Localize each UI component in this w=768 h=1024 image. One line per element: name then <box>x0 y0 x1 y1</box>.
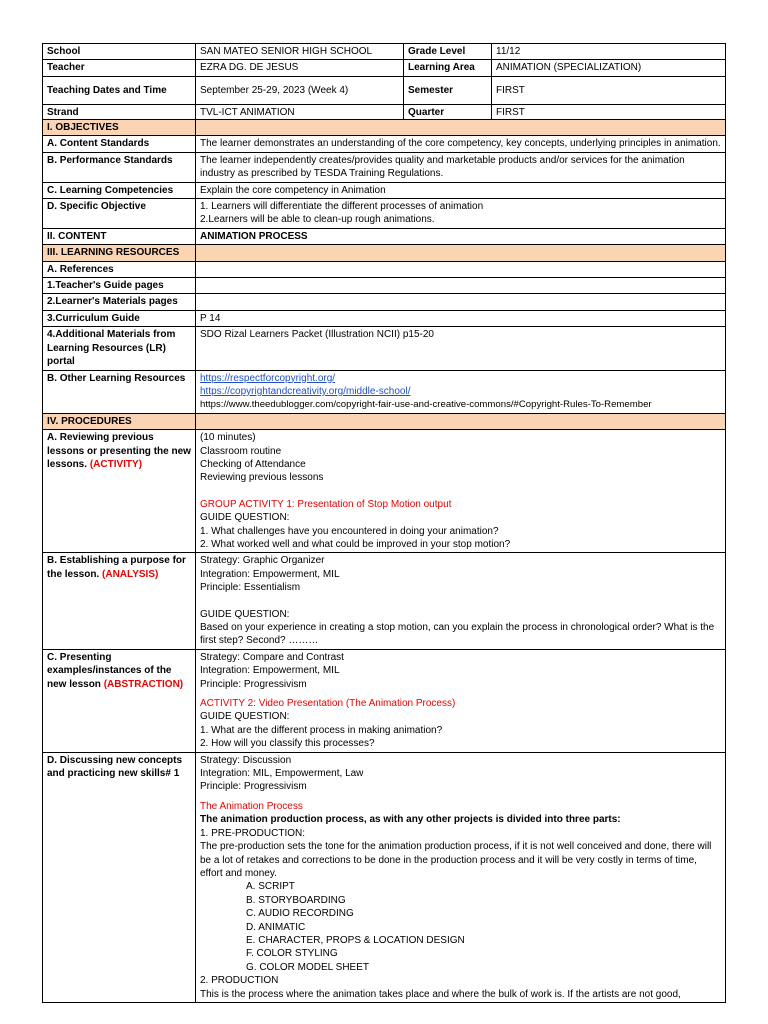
specific-objective-label: D. Specific Objective <box>43 199 196 229</box>
teacher-label: Teacher <box>43 60 196 76</box>
header-table <box>42 43 726 121</box>
procedure-c-label: C. Presenting examples/instances of the new lesson (ABSTRACTION) <box>43 649 196 752</box>
strand-label: Strand <box>43 104 196 120</box>
learning-area-value: ANIMATION (SPECIALIZATION) <box>492 60 726 76</box>
animation-process-heading: The Animation Process <box>200 800 303 812</box>
content-value: ANIMATION PROCESS <box>196 228 726 244</box>
quarter-value: FIRST <box>492 104 726 120</box>
curriculum-guide-label: 3.Curriculum Guide <box>43 310 196 326</box>
semester-label: Semester <box>404 76 492 104</box>
teachers-guide-label: 1.Teacher's Guide pages <box>43 278 196 294</box>
teacher-value: EZRA DG. DE JESUS <box>196 60 404 76</box>
quarter-label: Quarter <box>404 104 492 120</box>
lesson-body-table <box>42 119 726 1003</box>
content-label: II. CONTENT <box>43 228 196 244</box>
activity-2: ACTIVITY 2: Video Presentation (The Animation Process) <box>200 698 456 710</box>
other-resources-links <box>196 370 726 413</box>
school-value: SAN MATEO SENIOR HIGH SCHOOL <box>196 44 404 60</box>
procedure-d-content: Strategy: Discussion Integration: MIL, Empowerment, Law Principle: Progressivism The Animation Process The animation production process, as with any other projects is divided into three parts: 1. PRE-PRODUCTION: The pre-production sets the tone for the animation production process, if it is not well conceived and done, there will be a lot of retakes and corrections to be done in the production process and it will be very costly in terms of time, effort and money. A. SCRIPT B. STORYBOARDING C. AUDIO RECORDING D. ANIMATIC E. CHARACTER, PROPS & LOCATION DESIGN F. COLOR STYLING G. COLOR MODEL SHEET 2. PRODUCTION This is the process where the animation takes place and where the bulk of work is. If the artists are not good, <box>196 752 726 1002</box>
performance-standards-label: B. Performance Standards <box>43 152 196 182</box>
specific-objective-1: 1. Learners will differentiate the different processes of animation <box>200 201 484 213</box>
abstraction-tag: (ABSTRACTION) <box>103 678 184 690</box>
other-resources-label: B. Other Learning Resources <box>43 370 196 413</box>
specific-objective-2: 2.Learners will be able to clean-up rough animations. <box>200 214 435 226</box>
procedure-a-label: A. Reviewing previous lessons or presenting the new lessons. (ACTIVITY) <box>43 430 196 553</box>
additional-materials-value: SDO Rizal Learners Packet (Illustration NCII) p15-20 <box>196 327 726 370</box>
teaching-dates-label: Teaching Dates and Time <box>43 76 196 104</box>
specific-objective-value <box>196 199 726 229</box>
activity-tag: (ACTIVITY) <box>89 458 143 470</box>
procedure-b-label: B. Establishing a purpose for the lesson. (ANALYSIS) <box>43 553 196 649</box>
semester-value: FIRST <box>492 76 726 104</box>
curriculum-guide-value: P 14 <box>196 310 726 326</box>
learning-area-label: Learning Area <box>404 60 492 76</box>
content-standards-label: A. Content Standards <box>43 136 196 152</box>
performance-standards-value: The learner independently creates/provides quality and marketable products and/or services for the animation industry as prescribed by TESDA Training Regulations. <box>196 152 726 182</box>
strand-value: TVL-ICT ANIMATION <box>196 104 404 120</box>
learning-resources-heading: III. LEARNING RESOURCES <box>43 245 196 261</box>
resource-link-respectforcopyright[interactable]: https://respectforcopyright.org/ <box>200 372 336 384</box>
learning-competencies-value: Explain the core competency in Animation <box>196 182 726 198</box>
content-standards-value: The learner demonstrates an understanding of the core competency, key concepts, underlying principles in animation. <box>196 136 726 152</box>
group-activity-1: GROUP ACTIVITY 1: Presentation of Stop Motion output <box>200 498 452 510</box>
resource-link-copyrightandcreativity[interactable]: https://copyrightandcreativity.org/middle-school/ <box>200 385 411 397</box>
procedure-b-content: Strategy: Graphic Organizer Integration: Empowerment, MIL Principle: Essentialism GUIDE QUESTION: Based on your experience in creating a stop motion, can you explain the process in chronological order? What is the first step? Second? ……… <box>196 553 726 649</box>
learning-competencies-label: C. Learning Competencies <box>43 182 196 198</box>
analysis-tag: (ANALYSIS) <box>102 568 159 580</box>
references-label: A. References <box>43 261 196 277</box>
resource-link-theedublogger: https://www.theedublogger.com/copyright-fair-use-and-creative-commons/#Copyright-Rules-To-Remember <box>200 399 652 411</box>
school-label: School <box>43 44 196 60</box>
procedure-c-content: Strategy: Compare and Contrast Integration: Empowerment, MIL Principle: Progressivism ACTIVITY 2: Video Presentation (The Animation Process) GUIDE QUESTION: 1. What are the different process in making animation? 2. How will you classify this processes? <box>196 649 726 752</box>
grade-level-value: 11/12 <box>492 44 726 60</box>
objectives-heading: I. OBJECTIVES <box>43 120 196 136</box>
learners-materials-label: 2.Learner's Materials pages <box>43 294 196 310</box>
procedures-heading: IV. PROCEDURES <box>43 413 196 429</box>
additional-materials-label: 4.Additional Materials from Learning Resources (LR) portal <box>43 327 196 370</box>
procedure-d-label: D. Discussing new concepts and practicing new skills# 1 <box>43 752 196 1002</box>
teaching-dates-value: September 25-29, 2023 (Week 4) <box>196 76 404 104</box>
grade-level-label: Grade Level <box>404 44 492 60</box>
procedure-a-content: (10 minutes) Classroom routine Checking of Attendance Reviewing previous lessons GROUP ACTIVITY 1: Presentation of Stop Motion output GUIDE QUESTION: 1. What challenges have you encountered in doing your animation? 2. What worked well and what could be improved in your stop motion? <box>196 430 726 553</box>
